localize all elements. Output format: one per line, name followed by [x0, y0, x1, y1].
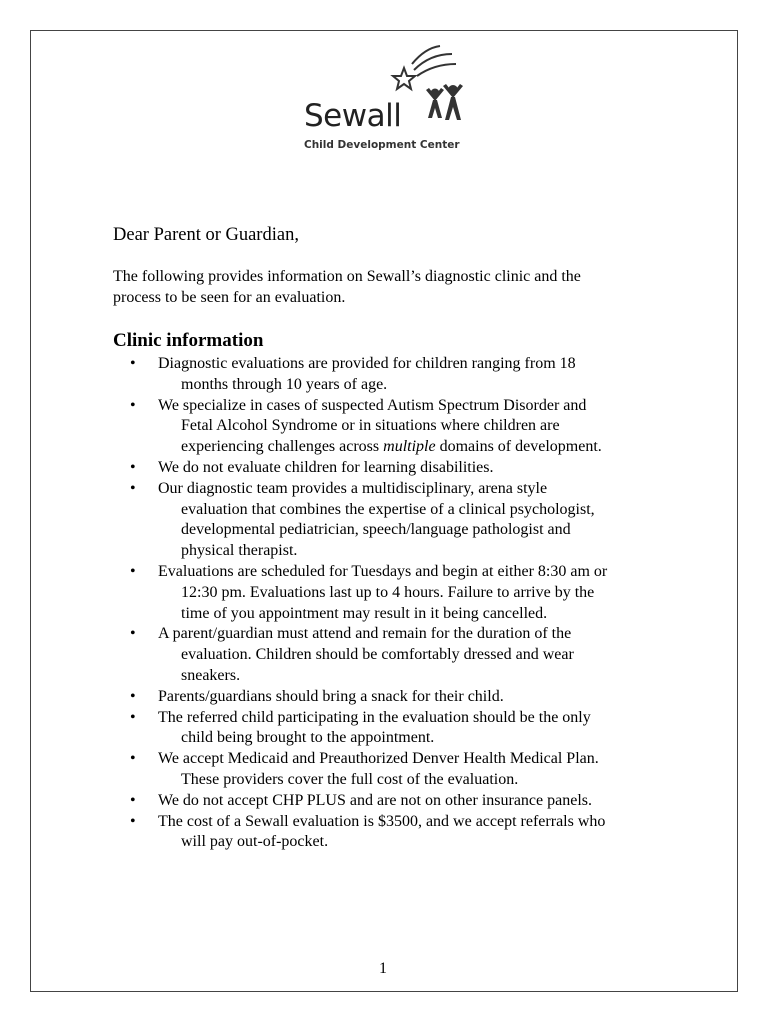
intro-line: The following provides information on Sewall’s diagnostic clinic and the	[113, 268, 581, 285]
list-item-line: We do not accept CHP PLUS and are not on other insurance panels.	[158, 791, 593, 809]
list-item	[130, 687, 690, 708]
intro-paragraph	[113, 266, 673, 308]
list-item-line	[158, 437, 690, 458]
emphasis-text: multiple	[383, 438, 436, 456]
bullet-icon: •	[130, 355, 136, 372]
list-item-line: Fetal Alcohol Syndrome or in situations where children are	[181, 417, 560, 435]
sewall-logo	[300, 40, 470, 160]
list-item-line: evaluation that combines the expertise of a clinical psychologist,	[181, 500, 595, 518]
list-item-line: We specialize in cases of suspected Autism Spectrum Disorder and	[158, 396, 587, 414]
list-item-line: child being brought to the appointment.	[181, 729, 435, 747]
page-number: 1	[379, 960, 387, 977]
bullet-icon: •	[130, 812, 136, 830]
list-item-line: The referred child participating in the evaluation should be the only	[158, 708, 591, 726]
bullet-icon: •	[130, 687, 136, 705]
list-item-line: A parent/guardian must attend and remain for the duration of the	[158, 625, 572, 643]
list-item-line: 12:30 pm. Evaluations last up to 4 hours. Failure to arrive by the	[181, 583, 595, 601]
list-item-line: We do not evaluate children for learning disabilities.	[158, 458, 494, 476]
list-item-line: Parents/guardians should bring a snack for their child.	[158, 687, 504, 705]
logo-subtitle: Child Development Center	[304, 139, 460, 151]
list-item-line: developmental pediatrician, speech/language pathologist and	[181, 521, 571, 539]
list-item-line: months through 10 years of age.	[181, 375, 388, 393]
list-item	[130, 396, 690, 458]
list-item-line: Evaluations are scheduled for Tuesdays and begin at either 8:30 am or	[158, 562, 608, 580]
bullet-icon: •	[130, 791, 136, 809]
list-item	[130, 458, 690, 479]
list-item	[130, 624, 690, 686]
greeting: Dear Parent or Guardian,	[113, 225, 299, 245]
intro-line: process to be seen for an evaluation.	[113, 289, 346, 306]
list-item-text: domains of development.	[435, 438, 602, 456]
logo-name: Sewall	[304, 98, 402, 134]
bullet-icon: •	[130, 625, 136, 643]
list-item-text: experiencing challenges across	[181, 438, 384, 456]
list-item	[130, 354, 690, 396]
list-item-line: We accept Medicaid and Preauthorized Denver Health Medical Plan.	[158, 750, 599, 768]
list-item-line: time of you appointment may result in it being cancelled.	[181, 604, 548, 622]
clinic-info-list	[130, 354, 690, 853]
list-item-line: Our diagnostic team provides a multidisciplinary, arena style	[158, 479, 548, 497]
list-item	[130, 812, 690, 854]
bullet-icon: •	[130, 708, 136, 726]
bullet-icon: •	[130, 750, 136, 768]
list-item	[130, 479, 690, 562]
list-item-line: evaluation. Children should be comfortably dressed and wear	[181, 646, 574, 664]
list-item-line: sneakers.	[181, 666, 241, 684]
bullet-icon: •	[130, 458, 136, 476]
list-item	[130, 749, 690, 791]
list-item-line: These providers cover the full cost of the evaluation.	[181, 770, 519, 788]
list-item-line: The cost of a Sewall evaluation is $3500, and we accept referrals who	[158, 812, 606, 830]
bullet-icon: •	[130, 479, 136, 497]
bullet-icon: •	[130, 396, 136, 414]
list-item-line: will pay out-of-pocket.	[181, 833, 329, 851]
list-item	[130, 791, 690, 812]
list-item	[130, 562, 690, 624]
list-item	[130, 708, 690, 750]
list-item-line: Diagnostic evaluations are provided for children ranging from 18	[158, 355, 576, 372]
section-title: Clinic information	[113, 330, 264, 351]
bullet-icon: •	[130, 562, 136, 580]
list-item-line: physical therapist.	[181, 542, 298, 560]
